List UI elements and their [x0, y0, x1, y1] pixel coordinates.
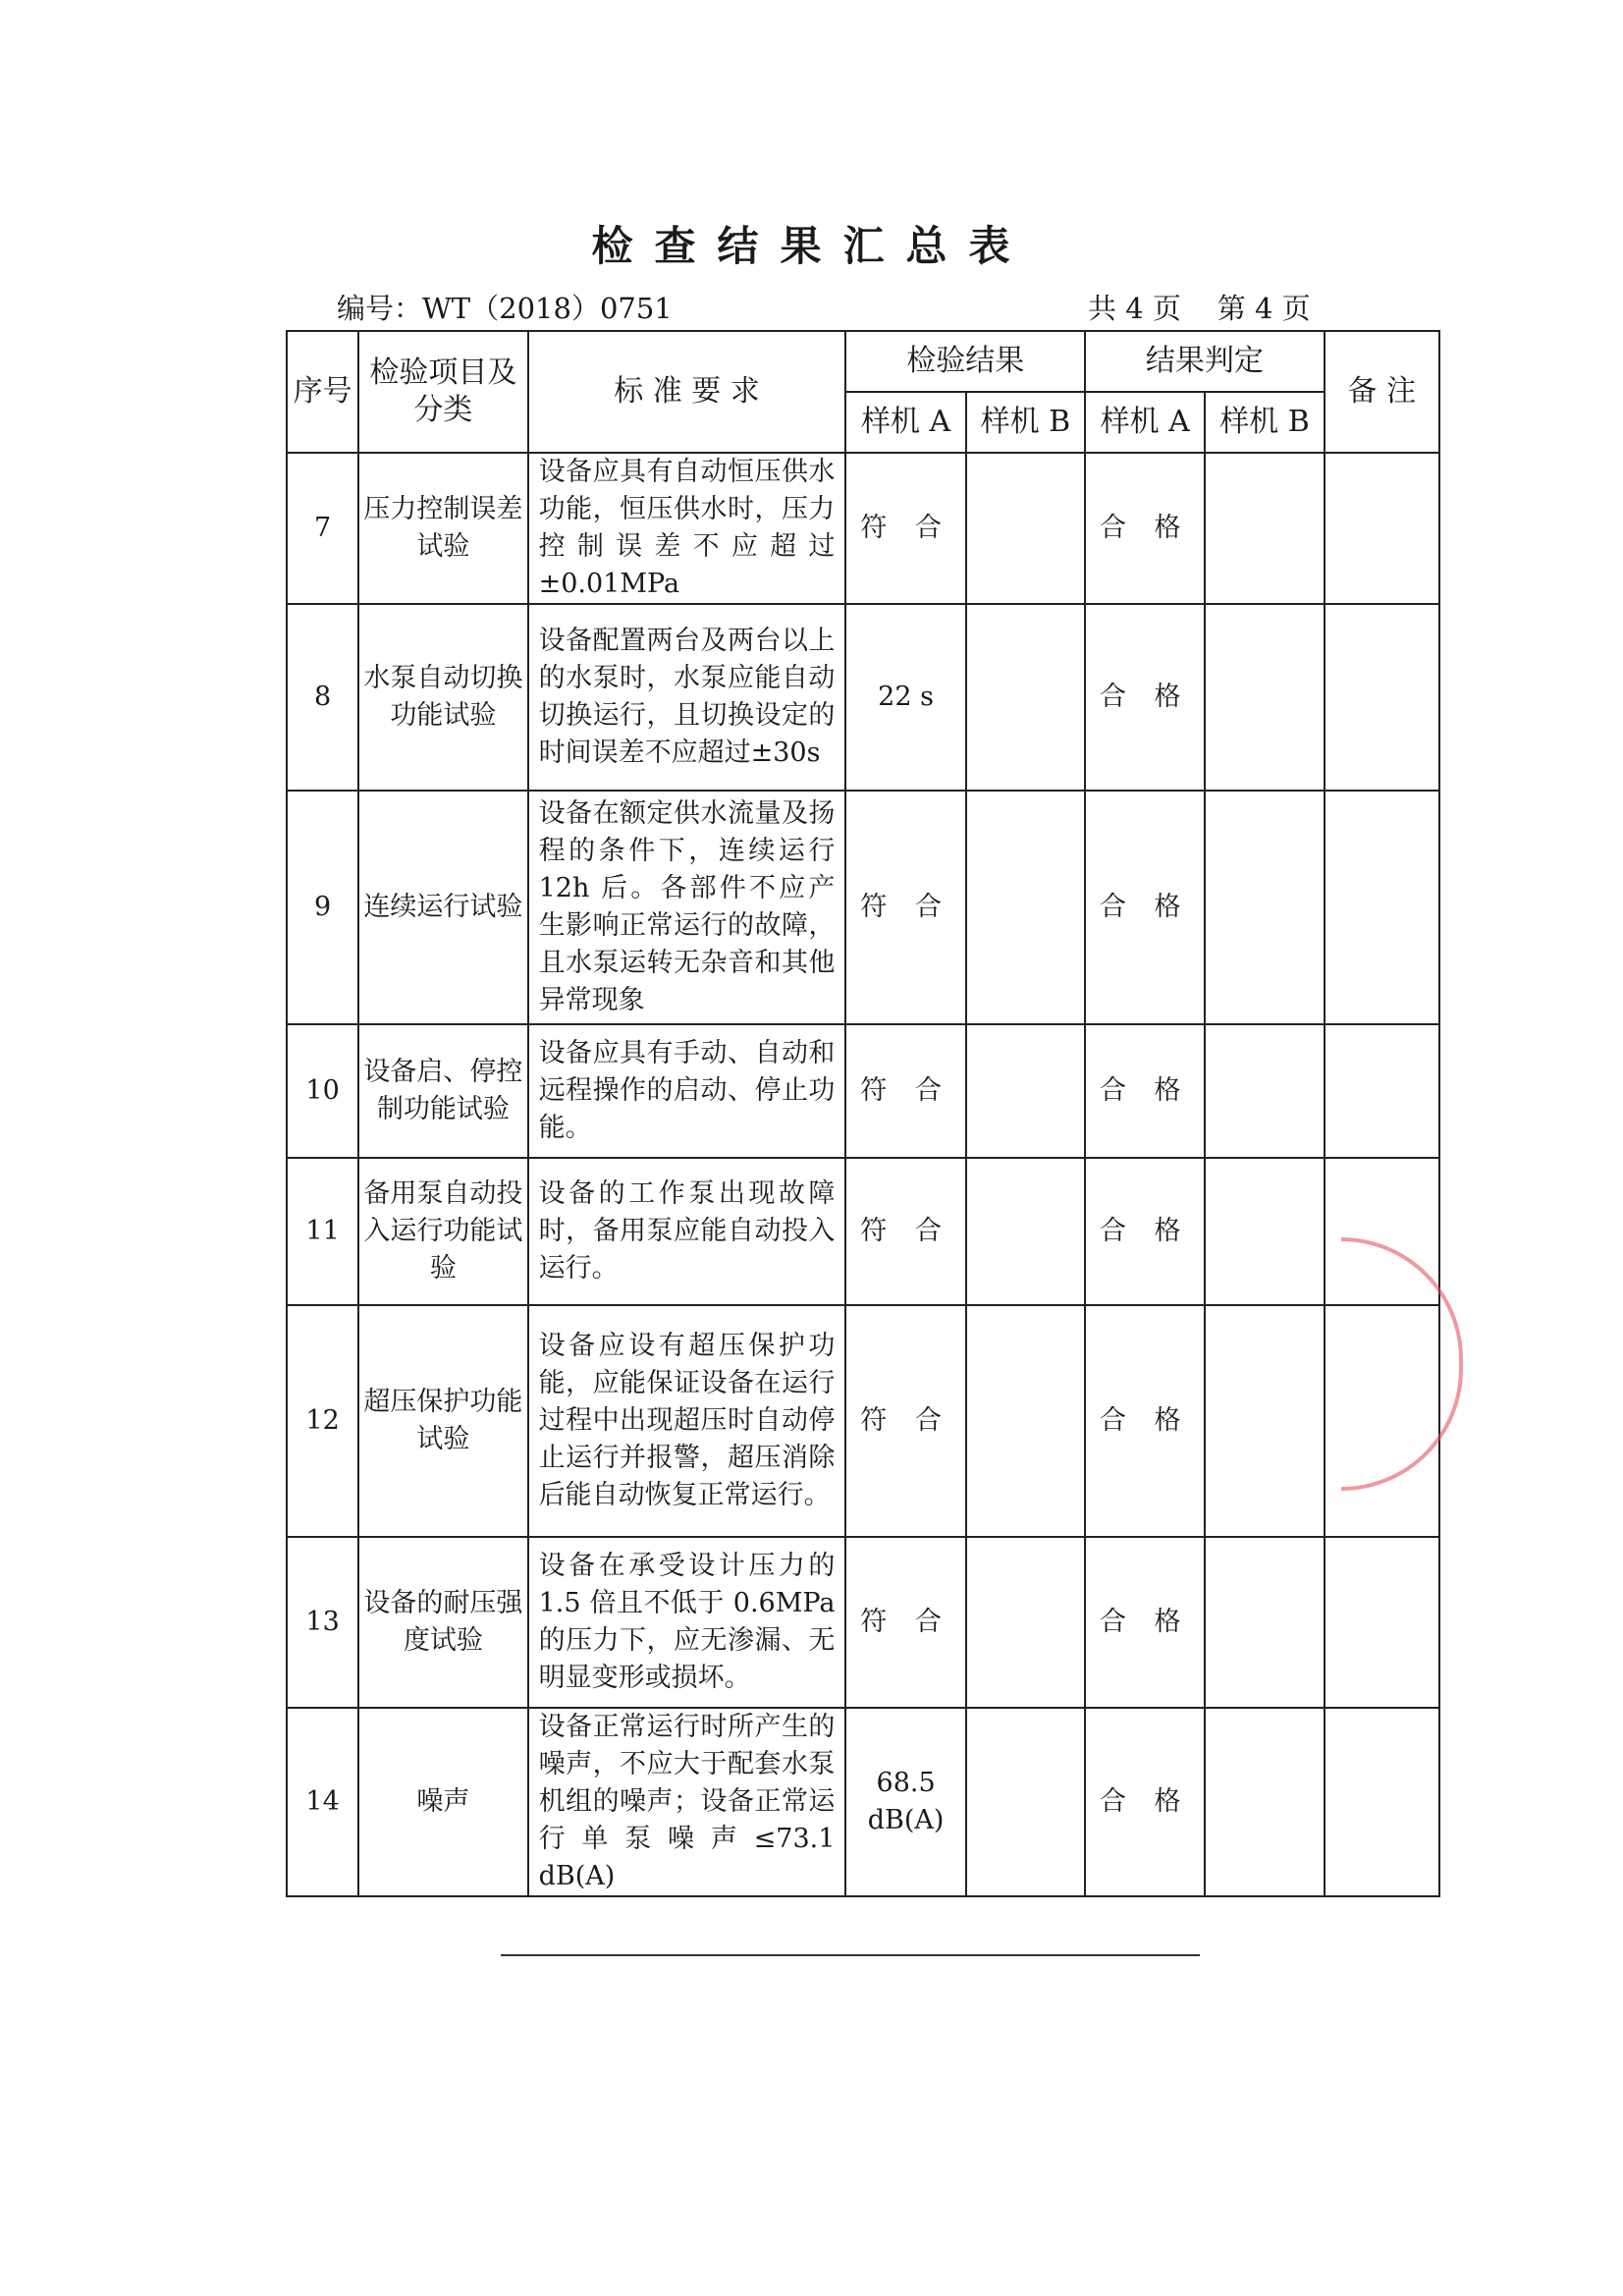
- cell-judge-a: 合 格: [1085, 1158, 1205, 1305]
- cell-item: 超压保护功能试验: [358, 1305, 527, 1537]
- cell-item: 连续运行试验: [358, 791, 527, 1024]
- header-result-sample-a: 样机 A: [845, 392, 965, 453]
- cell-judge-b: [1205, 1024, 1324, 1158]
- cell-seq: 12: [287, 1305, 358, 1537]
- results-table: [286, 330, 1440, 1897]
- cell-result-b: [966, 1537, 1085, 1708]
- cell-requirement: 设备的工作泵出现故障时，备用泵应能自动投入运行。: [528, 1158, 846, 1305]
- cell-remark: [1325, 1537, 1439, 1708]
- cell-judge-b: [1205, 1305, 1324, 1537]
- cell-judge-a: 合 格: [1085, 1708, 1205, 1896]
- cell-judge-b: [1205, 453, 1324, 604]
- cell-item: 水泵自动切换功能试验: [358, 604, 527, 791]
- cell-judge-a: 合 格: [1085, 604, 1205, 791]
- cell-result-a: 符 合: [845, 1158, 965, 1305]
- cell-result-a: 符 合: [845, 791, 965, 1024]
- cell-judge-a: 合 格: [1085, 453, 1205, 604]
- cell-item: 备用泵自动投入运行功能试验: [358, 1158, 527, 1305]
- table-row: [287, 1158, 1439, 1305]
- cell-result-a: 符 合: [845, 453, 965, 604]
- document-title: 检查结果汇总表: [591, 222, 1032, 270]
- header-remark: 备 注: [1325, 331, 1439, 453]
- cell-requirement: 设备应具有手动、自动和远程操作的启动、停止功能。: [528, 1024, 846, 1158]
- cell-remark: [1325, 1708, 1439, 1896]
- cell-result-b: [966, 1024, 1085, 1158]
- cell-seq: 7: [287, 453, 358, 604]
- cell-judge-b: [1205, 1708, 1324, 1896]
- cell-remark: [1325, 453, 1439, 604]
- cell-judge-a: 合 格: [1085, 791, 1205, 1024]
- cell-judge-a: 合 格: [1085, 1024, 1205, 1158]
- cell-requirement: 设备配置两台及两台以上的水泵时，水泵应能自动切换运行，且切换设定的时间误差不应超过±30s: [528, 604, 846, 791]
- cell-remark: [1325, 604, 1439, 791]
- cell-item: 压力控制误差试验: [358, 453, 527, 604]
- cell-result-a: 68.5 dB(A): [845, 1708, 965, 1896]
- table-row: [287, 1024, 1439, 1158]
- table-row: [287, 1537, 1439, 1708]
- cell-remark: [1325, 791, 1439, 1024]
- cell-judge-b: [1205, 1158, 1324, 1305]
- cell-requirement: 设备应具有自动恒压供水功能，恒压供水时，压力控制误差不应超过±0.01MPa: [528, 453, 846, 604]
- header-item: 检验项目及分类: [358, 331, 527, 453]
- end-divider: [501, 1954, 1200, 1956]
- cell-remark: [1325, 1024, 1439, 1158]
- header-result: 检验结果: [845, 331, 1085, 392]
- cell-seq: 9: [287, 791, 358, 1024]
- cell-judge-b: [1205, 1537, 1324, 1708]
- cell-result-b: [966, 604, 1085, 791]
- cell-judge-b: [1205, 791, 1324, 1024]
- table-row: [287, 604, 1439, 791]
- cell-requirement: 设备在承受设计压力的 1.5 倍且不低于 0.6MPa 的压力下，应无渗漏、无明显变形或损坏。: [528, 1537, 846, 1708]
- cell-seq: 10: [287, 1024, 358, 1158]
- cell-item: 设备的耐压强度试验: [358, 1537, 527, 1708]
- cell-result-b: [966, 453, 1085, 604]
- cell-judge-a: 合 格: [1085, 1537, 1205, 1708]
- cell-seq: 14: [287, 1708, 358, 1896]
- cell-result-b: [966, 1305, 1085, 1537]
- cell-requirement: 设备在额定供水流量及扬程的条件下，连续运行 12h 后。各部件不应产生影响正常运行的故障，且水泵运转无杂音和其他异常现象: [528, 791, 846, 1024]
- cell-judge-b: [1205, 604, 1324, 791]
- table-row: [287, 791, 1439, 1024]
- cell-requirement: 设备应设有超压保护功能，应能保证设备在运行过程中出现超压时自动停止运行并报警，超压消除后能自动恢复正常运行。: [528, 1305, 846, 1537]
- cell-result-b: [966, 1708, 1085, 1896]
- cell-result-a: 22 s: [845, 604, 965, 791]
- header-judgement: 结果判定: [1085, 331, 1325, 392]
- header-result-sample-b: 样机 B: [966, 392, 1085, 453]
- page-info: 共 4 页 第 4 页: [1088, 292, 1311, 325]
- cell-seq: 11: [287, 1158, 358, 1305]
- cell-result-b: [966, 1158, 1085, 1305]
- cell-requirement: 设备正常运行时所产生的噪声，不应大于配套水泵机组的噪声；设备正常运行单泵噪声≤73.1 dB(A): [528, 1708, 846, 1896]
- cell-result-a: 符 合: [845, 1537, 965, 1708]
- cell-seq: 13: [287, 1537, 358, 1708]
- header-requirement: 标 准 要 求: [528, 331, 846, 453]
- header-judge-sample-a: 样机 A: [1085, 392, 1205, 453]
- header-seq: 序号: [287, 331, 358, 453]
- cell-result-b: [966, 791, 1085, 1024]
- cell-item: 设备启、停控制功能试验: [358, 1024, 527, 1158]
- cell-result-a: 符 合: [845, 1305, 965, 1537]
- header-judge-sample-b: 样机 B: [1205, 392, 1324, 453]
- cell-item: 噪声: [358, 1708, 527, 1896]
- table-row: [287, 453, 1439, 604]
- table-row: [287, 1708, 1439, 1896]
- report-number: 编号：WT（2018）0751: [337, 292, 673, 325]
- cell-seq: 8: [287, 604, 358, 791]
- seal-stamp: [1341, 1237, 1463, 1491]
- cell-result-a: 符 合: [845, 1024, 965, 1158]
- table-row: [287, 1305, 1439, 1537]
- cell-judge-a: 合 格: [1085, 1305, 1205, 1537]
